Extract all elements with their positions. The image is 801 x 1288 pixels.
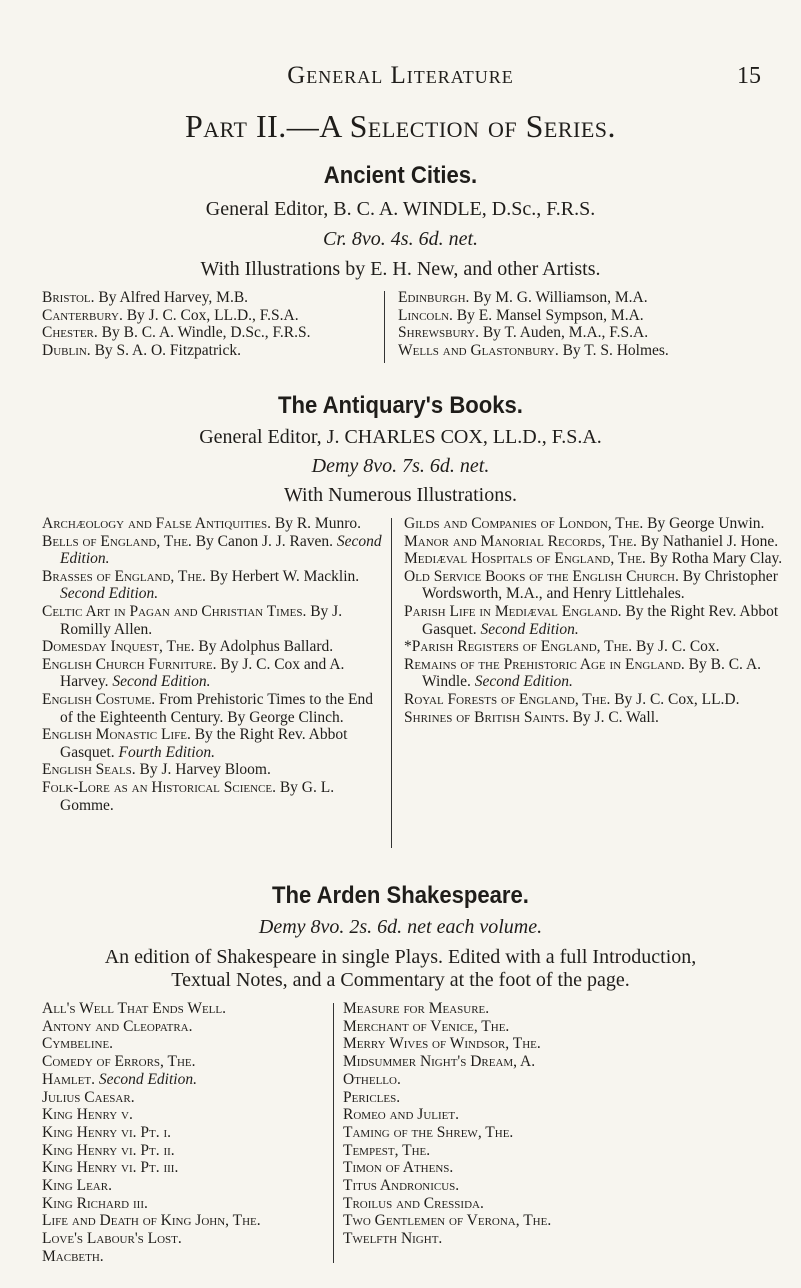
list-item: Bristol. By Alfred Harvey, M.B. [42,289,249,306]
list-item: Domesday Inquest, The. By Adolphus Ballard. [42,638,334,656]
list-item: Pericles. [343,1088,401,1106]
section-description: An edition of Shakespeare in single Plays. Edited with a full Introduction, Textual Notes, and a Commentary at the foot of the page. [104,946,697,991]
column-divider [333,1003,334,1263]
list-item: King Lear. [42,1177,112,1195]
list-item: Macbeth. [42,1247,104,1265]
list-item: English Costume. From Prehistoric Times to the End of the Eighteenth Century. By George Clinch. [42,690,373,726]
section-format-price: Demy 8vo. 7s. 6d. net. [311,455,490,477]
list-item: Cymbeline. [42,1035,114,1053]
series-list-right [404,515,788,726]
series-list-right [398,289,788,359]
list-item: Wells and Glastonbury. By T. S. Holmes. [398,341,669,359]
list-item: Shrines of British Saints. By J. C. Wall. [404,708,659,726]
part-title: Part II.—A Selection of Series. [185,108,616,144]
list-item: Manor and Manorial Records, The. By Nathaniel J. Hone. [404,532,779,550]
list-item: Love's Labour's Lost. [42,1230,182,1248]
list-item: Edinburgh. By M. G. Williamson, M.A. [398,289,648,306]
section-title-ancient-cities: Ancient Cities. [323,162,478,189]
list-item: Troilus and Cressida. [343,1194,484,1212]
list-item: King Richard iii. [42,1194,148,1212]
section-illustrations: With Illustrations by E. H. New, and other Artists. [200,258,601,280]
list-item: Tempest, The. [343,1141,431,1159]
list-item: Dublin. By S. A. O. Fitzpatrick. [42,341,241,359]
list-item: Bells of England, The. By Canon J. J. Raven. Second Edition. [42,532,382,568]
list-item: Life and Death of King John, The. [42,1212,261,1230]
list-item: Antony and Cleopatra. [42,1017,193,1035]
list-item: Timon of Athens. [343,1159,454,1177]
list-item: Merry Wives of Windsor, The. [343,1035,541,1053]
page-number: 15 [737,63,761,89]
section-illustrations: With Numerous Illustrations. [283,484,518,506]
list-item: Archæology and False Antiquities. By R. Munro. [42,515,361,532]
list-item: Canterbury. By J. C. Cox, LL.D., F.S.A. [42,306,299,324]
list-item: King Henry vi. Pt. ii. [42,1141,175,1159]
list-item: English Church Furniture. By J. C. Cox and A. Harvey. Second Edition. [42,655,345,691]
play-list-left [42,1000,342,1266]
section-editor: General Editor, B. C. A. WINDLE, D.Sc., F.R.S. [205,198,596,220]
list-item: Celtic Art in Pagan and Christian Times. By J. Romilly Allen. [42,602,343,638]
list-item: Mediæval Hospitals of England, The. By Rotha Mary Clay. [404,550,783,568]
section-format-price: Demy 8vo. 2s. 6d. net each volume. [258,916,543,938]
list-item: Lincoln. By E. Mansel Sympson, M.A. [398,306,644,324]
list-item: Chester. By B. C. A. Windle, D.Sc., F.R.S. [42,324,311,342]
list-item: Old Service Books of the English Church. By Christopher Wordsworth, M.A., and Henry Littlehales. [404,567,778,603]
list-item: All's Well That Ends Well. [42,1000,226,1017]
list-item: *Parish Registers of England, The. By J. C. Cox. [404,638,720,656]
list-item: Parish Life in Mediæval England. By the Right Rev. Abbot Gasquet. Second Edition. [404,602,779,638]
column-divider [391,518,392,848]
section-format-price: Cr. 8vo. 4s. 6d. net. [323,228,478,250]
list-item: King Henry vi. Pt. iii. [42,1159,179,1177]
list-item: King Henry vi. Pt. i. [42,1123,172,1141]
list-item: Titus Andronicus. [343,1177,460,1195]
list-item: Remains of the Prehistoric Age in England. By B. C. A. Windle. Second Edition. [404,655,762,691]
list-item: Royal Forests of England, The. By J. C. Cox, LL.D. [404,690,740,708]
running-head: General Literature [287,62,514,89]
list-item: Othello. [343,1070,401,1088]
list-item: Taming of the Shrew, The. [343,1123,514,1141]
list-item: Brasses of England, The. By Herbert W. Macklin. Second Edition. [42,567,360,603]
list-item: Romeo and Juliet. [343,1106,459,1124]
list-item: English Monastic Life. By the Right Rev. Abbot Gasquet. Fourth Edition. [42,726,348,761]
list-item: Julius Caesar. [42,1088,135,1106]
section-title-antiquarys-books: The Antiquary's Books. [278,392,523,419]
section-editor: General Editor, J. CHARLES COX, LL.D., F.S.A. [199,426,602,448]
list-item: Comedy of Errors, The. [42,1053,196,1071]
list-item: Two Gentlemen of Verona, The. [343,1212,552,1230]
list-item: Midsummer Night's Dream, A. [343,1053,536,1071]
section-title-arden-shakespeare: The Arden Shakespeare. [272,882,529,909]
list-item: King Henry v. [42,1106,133,1124]
list-item: Hamlet. Second Edition. [42,1070,197,1088]
list-item: Gilds and Companies of London, The. By George Unwin. [404,515,765,532]
series-list-left [42,289,372,359]
list-item: Measure for Measure. [343,1000,490,1017]
list-item: Shrewsbury. By T. Auden, M.A., F.S.A. [398,324,649,342]
list-item: English Seals. By J. Harvey Bloom. [42,761,271,779]
column-divider [384,291,385,363]
play-list-right [343,1000,783,1248]
list-item: Folk-Lore as an Historical Science. By G. L. Gomme. [42,778,335,814]
series-list-left [42,515,382,814]
list-item: Twelfth Night. [343,1230,443,1248]
list-item: Merchant of Venice, The. [343,1017,510,1035]
